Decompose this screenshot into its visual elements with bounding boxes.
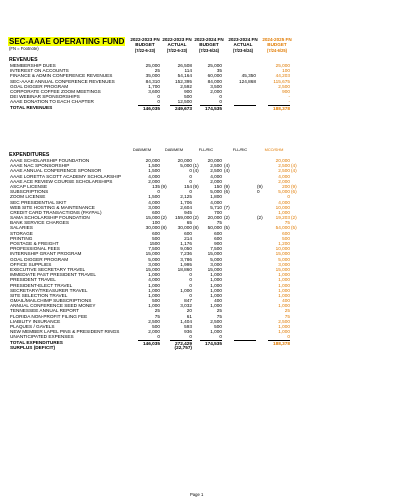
cell-value: 150 [214, 183, 222, 189]
expenditures-total-row [8, 340, 400, 350]
cell-value: 75 [154, 313, 160, 319]
cell-value: 1,995 [180, 261, 192, 267]
cell-footnote: (2) [224, 215, 230, 221]
cell-value: 0 [157, 94, 160, 100]
col-header-2023-budget: 2022-2023 FN BUDGET (7/22-6-23) [130, 37, 160, 53]
cell-value: 20,000 [177, 158, 192, 163]
cell-value: 1,000 [278, 277, 290, 283]
row-label: SURPLUS (DEFICIT) [10, 345, 56, 351]
cell-value: 1,000 [278, 209, 290, 215]
row-label: IMMEDIATE PAST PRESIDENT TRAVEL [10, 272, 96, 278]
cell-value: 1,404 [180, 318, 192, 324]
cell-value: 25,000 [207, 63, 222, 68]
cell-value: 154 [184, 183, 192, 189]
cell-value: 5,000 [180, 163, 192, 169]
cell-value: 600 [152, 230, 160, 236]
row-label: PRINTING [10, 235, 33, 241]
cell-value: 214 [184, 235, 192, 241]
cell-value: 5,000 [278, 189, 290, 195]
row-label: BANK SERVICE CHARGES [10, 220, 70, 226]
cell-footnote: (9) [224, 183, 230, 189]
cell-value: 5,000 [210, 256, 222, 262]
col-header-2025-budget: 2024-2025 FN BUDGET (7/24-6/25) [262, 37, 292, 53]
revenues-table [8, 63, 400, 105]
row-label: INTERNSHIP GRANT PROGRAM [10, 251, 82, 257]
cell-value: 5,710 [210, 204, 222, 210]
row-label: SAMA SCHOLARSHIP FOUNDATION [10, 215, 90, 221]
row-label: ZOOM LICENSE [10, 194, 46, 200]
cell-value: 3,032 [180, 303, 192, 309]
cell-value: 15,000 [207, 251, 222, 257]
cell-value: 1,000 [210, 272, 222, 278]
cell-value: 4,000 [278, 173, 290, 179]
cell-value: 15,000 [145, 251, 160, 257]
cell-value: 20 [186, 308, 192, 314]
cell-value: 25,000 [275, 63, 290, 68]
cell-value: 249,673 [170, 105, 192, 111]
cell-value: 1,000 [148, 303, 160, 309]
cell-footnote: (9) [291, 183, 297, 189]
cell-value: 54,000 [275, 225, 290, 231]
cell-value: 35,000 [145, 73, 160, 79]
cell-value: 2,500 [210, 168, 222, 174]
cell-value: 15,000 [207, 266, 222, 272]
row-label: GMAIL/MAILCHIMP SUBSCRIPTIONS [10, 298, 92, 304]
cell-footnote: (2) [161, 215, 167, 221]
cell-value: 44,203 [275, 73, 290, 79]
cell-value: 3,500 [210, 83, 222, 89]
row-label: ASCAP LICENSE [10, 183, 48, 189]
cell-value: 1,000 [148, 287, 160, 293]
cell-value: 174,535 [200, 340, 222, 346]
cell-footnote: (9) [161, 183, 167, 189]
cell-value: 0 [287, 334, 290, 340]
cell-value [234, 105, 256, 106]
cell-value: 3,000 [278, 261, 290, 267]
row-label: NEW MEMBER LAPEL PINS & PRESIDENT RINGS [10, 329, 120, 335]
cell-footnote: 0 [257, 189, 260, 195]
cell-value: 1,706 [180, 199, 192, 205]
cell-value: 1,200 [278, 241, 290, 246]
row-label: SEC-AAAE ANNUAL CONFERENCE REVENUES [10, 78, 115, 84]
cell-value: 84,310 [145, 78, 160, 84]
row-label: WEB SITE HOSTING & MAINTENANCE [10, 204, 95, 210]
cell-value [234, 340, 256, 341]
cell-value: 1500 [149, 241, 160, 246]
cell-value: 1,000 [278, 287, 290, 293]
cell-footnote: (9) [257, 183, 263, 189]
cell-value: 50,000 [207, 225, 222, 231]
cell-value: 25 [216, 308, 222, 314]
row-label: SUBSCRIPTIONS [10, 189, 49, 195]
cell-value: 2,500 [210, 318, 222, 324]
cell-value: 100 [282, 68, 290, 74]
cell-value: 1,000 [148, 282, 160, 288]
cell-value: 19,203 [275, 215, 290, 221]
row-label: AAAE ANNUAL CONFERENCE SPONSOR [10, 168, 102, 174]
cell-value: 500 [214, 324, 222, 329]
cell-footnote: (6) [291, 189, 297, 195]
cell-value: 15,000 [275, 251, 290, 257]
table-row [8, 105, 400, 110]
row-label: POSTAGE & FREIGHT [10, 241, 59, 246]
cell-value: 900 [184, 88, 192, 94]
cell-value: 60,000 [207, 73, 222, 79]
cell-value: 15,000 [145, 215, 160, 221]
cell-value: 500 [282, 235, 290, 241]
cell-value: 20,000 [207, 215, 222, 221]
col-header-2023-actual: 2022-2023 FN ACTUAL (7/22-6-23) [162, 37, 192, 53]
expenditures-table [8, 158, 400, 340]
cell-value: 600 [214, 235, 222, 241]
cell-value: 4,000 [210, 173, 222, 179]
row-label: PROFESSIONAL FEES [10, 246, 60, 252]
cell-value: 945 [184, 209, 192, 215]
col-header-2024-budget: 2023-2024 FN BUDGET (7/23-6/24) [194, 37, 224, 53]
cell-value: 1,500 [148, 168, 160, 174]
cell-value: 54,164 [177, 73, 192, 79]
table-row [8, 99, 400, 104]
cell-value: 5,000 [210, 189, 222, 195]
row-label: AAAE NAC SPONSORSHIP [10, 163, 70, 169]
row-label: GOAL DIGGER PROGRAM [10, 256, 69, 262]
row-label: AAAE LORETTA SCOTT ACADEMY SCHOLARSHIP [10, 173, 121, 179]
cell-value: 10,000 [275, 204, 290, 210]
row-label: GOAL DIGGER PROGRAM [10, 83, 69, 89]
cell-value: 1,000 [210, 277, 222, 283]
tag-2023-actual: DAB/MEM [164, 147, 184, 152]
cell-footnote: (8) [193, 225, 199, 231]
cell-value: 1,000 [148, 292, 160, 298]
cell-value: 7,236 [180, 251, 192, 257]
cell-value: 0 [219, 94, 222, 100]
row-label: FLORIDA NON-PROFIT FILING FEE [10, 313, 88, 319]
tag-2025-budget: MCO/SHM [264, 147, 284, 152]
cell-value: 15,000 [275, 266, 290, 272]
page-title: SEC-AAAE OPERATING FUND [9, 37, 125, 46]
row-label: FINANCE & ADMIN CONFERENCE REVENUES [10, 73, 113, 79]
cell-value: 0 [157, 99, 160, 105]
cell-value: 20,000 [207, 158, 222, 163]
cell-value: 7,500 [210, 246, 222, 252]
cell-value: 1,000 [148, 272, 160, 278]
cell-footnote: (5) [291, 225, 297, 231]
cell-value: 25 [154, 308, 160, 314]
revenues-heading: REVENUES [9, 57, 38, 63]
cell-value: 188,378 [268, 105, 290, 111]
cell-value: 4,000 [148, 199, 160, 205]
cell-value: 75 [216, 313, 222, 319]
cell-footnote: (6) [224, 189, 230, 195]
cell-value: 0 [189, 173, 192, 179]
cell-value: 152,395 [175, 78, 192, 84]
cell-value: 400 [282, 298, 290, 304]
cell-value: 1,000 [210, 303, 222, 309]
cell-value: 1,500 [148, 163, 160, 169]
tag-2024-actual: FLL/RIC [232, 147, 248, 152]
table-row [8, 334, 400, 339]
page-number: Page 1 [190, 492, 204, 497]
cell-value: 500 [152, 298, 160, 304]
cell-value: 4,000 [148, 173, 160, 179]
row-label: STORAGE [10, 230, 33, 236]
cell-value: 0 [189, 334, 192, 340]
cell-value: 3,786 [180, 256, 192, 262]
row-label: MEMBERSHIP DUES [10, 63, 56, 68]
tag-2024-budget: FLL/RIC [198, 147, 214, 152]
cell-value: - [288, 94, 290, 100]
cell-value: 10,000 [275, 246, 290, 252]
row-label: EXECUTIVE SECRETARY TRAVEL [10, 266, 86, 272]
cell-footnote: (5) [224, 225, 230, 231]
cell-value: 0 [189, 272, 192, 278]
row-label: CREDIT CARD TRANSACTIONS (PAYPAL) [10, 209, 102, 215]
cell-footnote: (9) [193, 183, 199, 189]
cell-value: 174,535 [200, 105, 222, 111]
cell-value: 100 [152, 220, 160, 226]
cell-footnote: (2) [193, 215, 199, 221]
cell-value: 75 [216, 220, 222, 226]
cell-value: 0 [157, 189, 160, 195]
cell-value: 1,000 [278, 282, 290, 288]
cell-value: 20,000 [275, 158, 290, 163]
cell-value: 4,000 [148, 277, 160, 283]
cell-value: 600 [152, 209, 160, 215]
cell-value: 1,000 [278, 303, 290, 309]
cell-value: 75 [284, 313, 290, 319]
row-label: DEI WEBINAR SPONSORSHIPS [10, 94, 80, 100]
cell-value: 146,035 [138, 105, 160, 111]
row-label: TENNESSEE ANNUAL REPORT [10, 308, 80, 314]
row-label: PLAQUES / GAVELS [10, 324, 55, 329]
cell-value: 600 [184, 230, 192, 236]
cell-value: 2,500 [278, 83, 290, 89]
cell-value: 2,000 [278, 178, 290, 184]
row-label: ANNUAL CONFERENCE SEED MONEY [10, 303, 96, 309]
cell-value: 146,035 [138, 340, 160, 346]
row-label: PRESIDENT-ELECT TRAVEL [10, 282, 73, 288]
cell-value: 1,700 [148, 83, 160, 89]
cell-value: 2,500 [278, 168, 290, 174]
row-label: TOTAL REVENUES [10, 105, 53, 110]
cell-value: 500 [152, 235, 160, 241]
row-label: CORPORATE COFFEE ZOOM MEETINGS [10, 88, 101, 94]
row-label: LIABILITY INSURANCE [10, 318, 61, 324]
cell-value: 2,000 [148, 329, 160, 335]
cell-value: 4,000 [278, 199, 290, 205]
cell-value: 1,000 [278, 272, 290, 278]
cell-value: 0 [189, 168, 192, 174]
cell-value: 0 [219, 334, 222, 340]
cell-value: 1,000 [278, 329, 290, 335]
cell-value: 200 [282, 183, 290, 189]
cell-value: 65 [186, 220, 192, 226]
cell-footnote: (7) [224, 204, 230, 210]
cell-value: 1,000 [210, 282, 222, 288]
cell-footnote: (4) [193, 168, 199, 174]
cell-footnote: (8) [161, 225, 167, 231]
cell-value: 900 [214, 241, 222, 246]
cell-value: 5,000 [278, 256, 290, 262]
revenues-total-row [8, 105, 400, 110]
cell-value: 700 [214, 209, 222, 215]
cell-value: 0 [189, 277, 192, 283]
col-header-2024-actual: 2023-2024 FN ACTUAL (7/23-6/24) [228, 37, 258, 53]
cell-value: 2,000 [148, 178, 160, 184]
cell-value: 593 [184, 324, 192, 329]
cell-value: 1,000 [210, 287, 222, 293]
row-label: UNANTICIPATED EXPENSES [10, 334, 74, 340]
cell-value: 2,500 [278, 318, 290, 324]
cell-value: 3,600 [148, 88, 160, 94]
cell-value: 9,050 [180, 246, 192, 252]
cell-value: 3,000 [148, 261, 160, 267]
cell-value: 1,000 [180, 287, 192, 293]
cell-value: 400 [214, 298, 222, 304]
row-label: TOTAL EXPENDITURES [10, 340, 63, 345]
cell-value: 45,350 [241, 73, 256, 79]
cell-value: 30,000 [177, 225, 192, 231]
row-label: PRESIDENT TRAVEL [10, 277, 56, 283]
cell-value: 2,500 [278, 163, 290, 169]
cell-value: 124,868 [239, 78, 256, 84]
cell-value: 159,000 [175, 215, 192, 221]
cell-value: 2,125 [180, 194, 192, 200]
cell-value: 0 [219, 99, 222, 105]
cell-footnote: (2) [291, 215, 297, 221]
cell-value: 2,500 [210, 163, 222, 169]
cell-footnote: (4) [224, 163, 230, 169]
cell-value: 2,000 [210, 88, 222, 94]
cell-value: 4,000 [210, 199, 222, 205]
cell-value: 272,429 [170, 340, 192, 346]
cell-value: 61 [186, 313, 192, 319]
row-label: SALARIES [10, 225, 33, 231]
cell-value: 12,500 [177, 99, 192, 105]
cell-value: 1,000 [210, 292, 222, 298]
row-label: OFFICE SUPPLIES [10, 261, 52, 267]
cell-value: (22,757) [174, 345, 192, 351]
cell-value: 600 [214, 230, 222, 236]
cell-value: 115,675 [273, 78, 290, 84]
cell-value: 35 [216, 68, 222, 74]
cell-value: 84,000 [207, 78, 222, 84]
cell-value: 1,500 [148, 194, 160, 200]
cell-value: 135 [152, 183, 160, 189]
cell-value: 25 [284, 308, 290, 314]
cell-value: 25,000 [145, 63, 160, 68]
cell-value: 1,000 [278, 324, 290, 329]
cell-value: 30,000 [145, 225, 160, 231]
cell-value: 900 [282, 88, 290, 94]
cell-value: 936 [184, 329, 192, 335]
cell-value: 2,000 [210, 178, 222, 184]
row-label: AAAE ACE REVIEW COURSE SCHOLARSHIPS [10, 178, 113, 184]
cell-value: 114 [184, 68, 192, 74]
cell-value: 2,604 [180, 204, 192, 210]
cell-value: 75 [284, 220, 290, 226]
row-label: INTEREST ON ACCOUNTS [10, 68, 69, 74]
cell-value: 600 [282, 230, 290, 236]
cell-footnote: (1) [193, 163, 199, 169]
cell-value: 0 [189, 178, 192, 184]
cell-value: 500 [184, 94, 192, 100]
cell-value: 0 [189, 282, 192, 288]
cell-footnote: (4) [291, 163, 297, 169]
cell-value: 25 [154, 68, 160, 74]
cell-footnote: (2) [257, 215, 263, 221]
cell-value: 1,000 [278, 292, 290, 298]
cell-value: 847 [184, 298, 192, 304]
cell-footnote: (4) [224, 168, 230, 174]
cell-footnote: (4) [291, 168, 297, 174]
cell-value: 2,592 [180, 83, 192, 89]
cell-value: 5,000 [148, 256, 160, 262]
cell-value: 0 [157, 334, 160, 340]
cell-value: 1,800 [210, 194, 222, 200]
expenditures-heading: EXPENDITURES [9, 152, 50, 158]
row-label: SITE SELECTION TRAVEL [10, 292, 68, 298]
cell-value: 26,508 [177, 63, 192, 68]
cell-value: 18,860 [177, 266, 192, 272]
tag-2023-budget: DAB/MEM [132, 147, 152, 152]
table-row [8, 345, 400, 350]
cell-value: 500 [152, 324, 160, 329]
row-label: AAAE SCHOLARSHIP FOUNDATION [10, 158, 90, 163]
cell-value: 0 [189, 189, 192, 195]
cell-value: 15,000 [145, 266, 160, 272]
cell-value: 1,176 [180, 241, 192, 246]
cell-value: 0 [189, 292, 192, 298]
cell-value: 20,000 [145, 158, 160, 163]
cell-value: - [288, 99, 290, 105]
row-label: AAAE DONATION TO EACH CHAPTER [10, 99, 94, 105]
row-label: SECRETARY/TREASURER TRAVEL [10, 287, 88, 293]
cell-value: 188,378 [268, 340, 290, 346]
cell-value: 3,000 [148, 204, 160, 210]
cell-value: 0 [287, 194, 290, 200]
cell-value: 1,000 [210, 329, 222, 335]
cell-value: 3,000 [210, 261, 222, 267]
cell-value: 7,500 [148, 246, 160, 252]
footnote-note: (FN = Footnote) [9, 46, 39, 51]
row-label: SEC PRESIDENTIAL SKIT [10, 199, 67, 205]
cell-value: 2,500 [148, 318, 160, 324]
